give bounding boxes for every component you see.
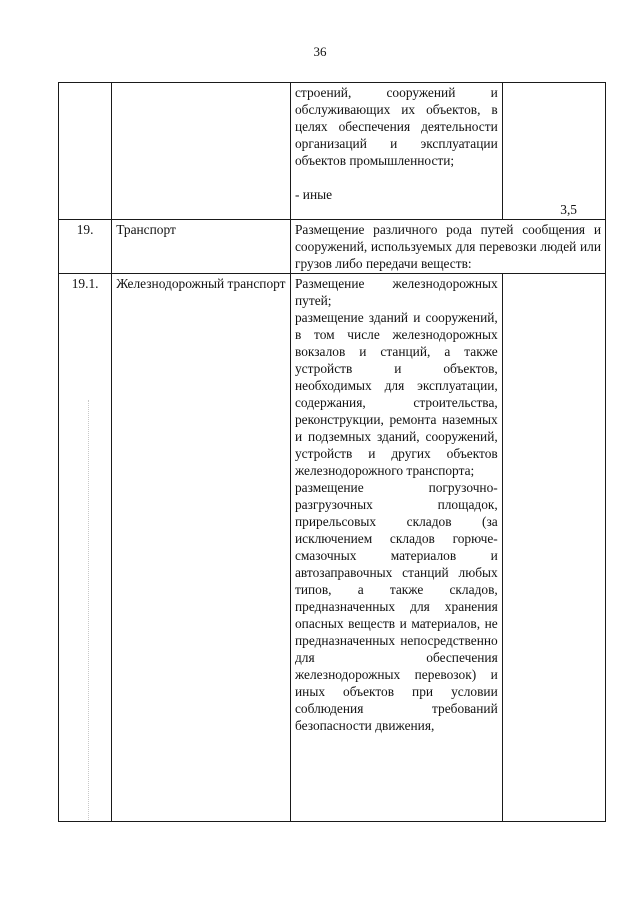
description-paragraph: строений, сооружений и обслуживающих их объектов, в целях обеспечения деятельности организаций и эксплуатации объектов промышленности; — [294, 85, 498, 168]
row-description-cell: Размещение различного рода путей сообщения и сооружений, используемых для перевозки людей или грузов либо передачи веществ: — [290, 220, 605, 274]
page-number: 36 — [313, 44, 327, 59]
description-paragraph: - иные — [294, 187, 333, 202]
row-name-cell: Транспорт — [112, 220, 291, 274]
row-code-cell: 3,5 — [502, 83, 605, 220]
land-use-table — [58, 82, 606, 822]
table-row — [59, 83, 606, 220]
description-gap — [295, 169, 498, 186]
table-row — [59, 274, 606, 822]
row-description-cell — [290, 274, 502, 822]
description-paragraph: размещение зданий и сооружений, в том числе железнодорожных вокзалов и станций, а также устройств и объектов, необходимых для эксплуатации, содержания, строительства, реконструкции, ремонта наземных и подземных зданий, сооружений, устройств и других объектов железнодорожного транспорта; — [294, 310, 498, 478]
row-number-cell: 19. — [59, 220, 112, 274]
scan-margin-line — [88, 400, 89, 820]
table-row — [59, 220, 606, 274]
row-name-cell: Железнодорожный транспорт — [112, 274, 291, 822]
row-code-cell — [502, 274, 605, 822]
row-number-cell — [59, 83, 112, 220]
row-description-cell — [290, 83, 502, 220]
row-name-cell — [112, 83, 291, 220]
row-number-cell: 19.1. — [59, 274, 112, 822]
description-paragraph: Размещение железнодорожных путей; — [294, 276, 498, 308]
description-paragraph: размещение погрузочно-разгрузочных площадок, прирельсовых складов (за исключением складов горюче-смазочных материалов и автозаправочных станций любых типов, а также складов, предназначенных для хранения опасных веществ и материалов, не предназначенных непосредственно для обеспечения железнодорожных перевозок) и иных объектов при условии соблюдения требований безопасности движения, — [294, 480, 498, 733]
